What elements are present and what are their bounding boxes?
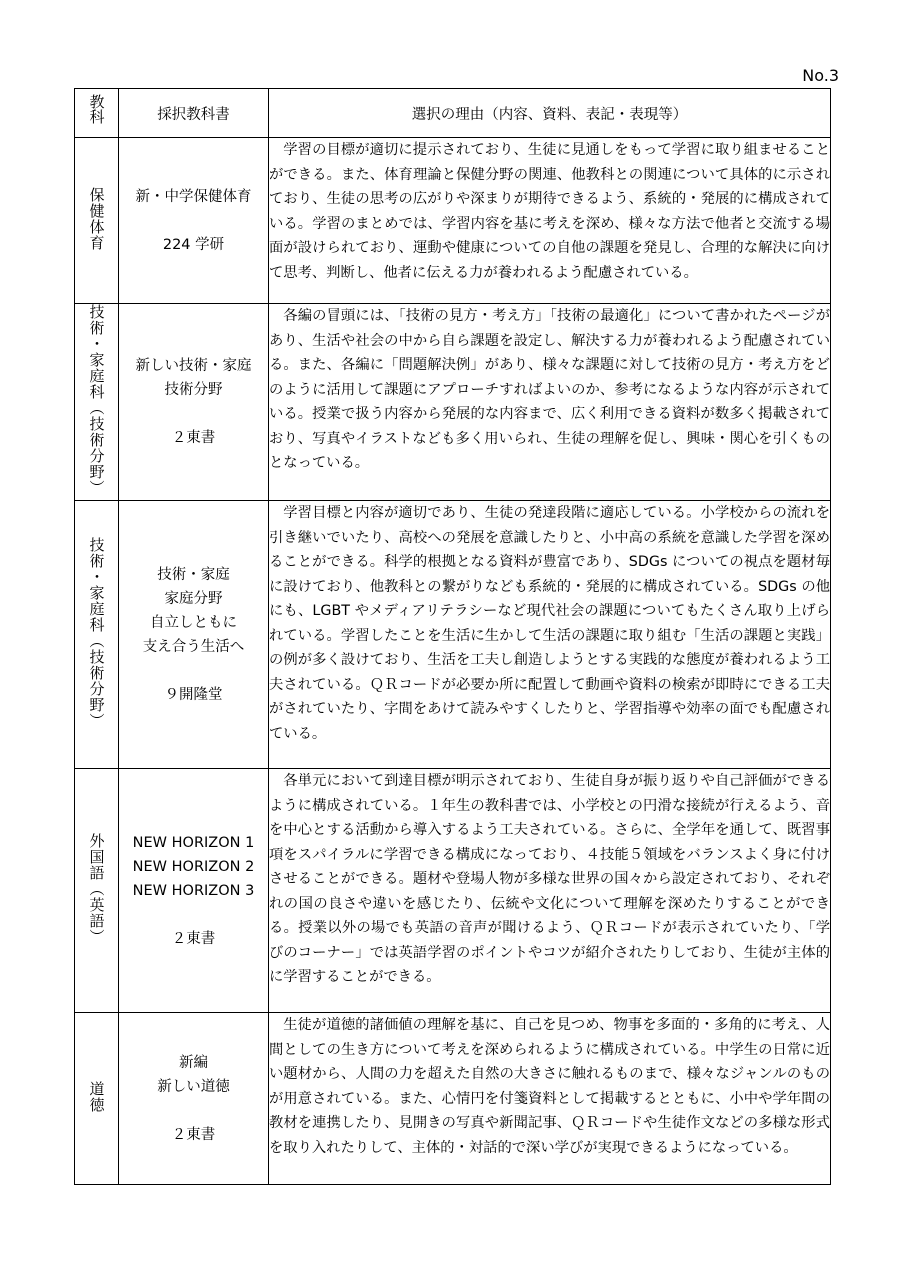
header-textbook: 採択教科書 [119, 89, 269, 138]
textbook-cell: NEW HORIZON 1 NEW HORIZON 2 NEW HORIZON 3 ２東書 [119, 769, 269, 1013]
table-row [75, 138, 831, 304]
subject-cell: 技術・家庭科（技術分野） [75, 304, 119, 501]
subject-cell: 保健体育 [75, 138, 119, 304]
table-row [75, 304, 831, 501]
reason-cell: 生徒が道徳的諸価値の理解を基に、自己を見つめ、物事を多面的・多角的に考え、人間としての生き方について考えを深められるように構成されている。中学生の日常に近い題材から、人間の力を超えた自然の大きさに触れるものまで、様々なジャンルのものが用意されている。また、心情円を付箋資料として掲載するとともに、小中や学年間の教材を連携したり、見開きの写真や新聞記事、ＱＲコードや生徒作文などの多様な形式を取り入れたりして、主体的・対話的で深い学びが実現できるようになっている。 [269, 1013, 831, 1185]
textbook-cell: 新しい技術・家庭 技術分野 ２東書 [119, 304, 269, 501]
reason-cell: 各編の冒頭には、「技術の見方・考え方」「技術の最適化」について書かれたページがあり、生活や社会の中から自ら課題を設定し、解決する力が養われるよう配慮されている。また、各編に「問題解決例」があり、様々な課題に対して技術の見方・考え方をどのように活用して課題にアプローチすればよいのか、参考になるような内容が示されている。授業で扱う内容から発展的な内容まで、広く利用できる資料が数多く掲載されており、写真やイラストなども多く用いられ、生徒の理解を促し、興味・関心を引くものとなっている。 [269, 304, 831, 501]
table-row [75, 769, 831, 1013]
subject-cell: 技術・家庭科（技術分野） [75, 501, 119, 769]
reason-cell: 各単元において到達目標が明示されており、生徒自身が振り返りや自己評価ができるように構成されている。１年生の教科書では、小学校との円滑な接続が行えるよう、音を中心とする活動から導入するよう工夫されている。さらに、全学年を通して、既習事項をスパイラルに学習できる構成になっており、４技能５領域をバランスよく身に付けさせることができる。題材や登場人物が多様な世界の国々から設定されており、それぞれの国の良さや違いを感じたり、伝統や文化について理解を深めたりすることができる。授業以外の場でも英語の音声が聞けるよう、ＱＲコードが表示されていたり、「学びのコーナー」では英語学習のポイントやコツが紹介されたりしており、生徒が主体的に学習することができる。 [269, 769, 831, 1013]
table-row [75, 501, 831, 769]
textbook-cell: 新編 新しい道徳 ２東書 [119, 1013, 269, 1185]
table-header-row [75, 89, 831, 138]
textbook-adoption-table [74, 88, 831, 1185]
reason-cell: 学習目標と内容が適切であり、生徒の発達段階に適応している。小学校からの流れを引き継いでいたり、高校への発展を意識したりと、小中高の系統を意識した学習を深めることができる。科学的根拠となる資料が豊富であり、SDGs についての視点を題材毎に設けており、他教科との繋がりなども系統的・発展的に構成されている。SDGs の他にも、LGBT やメディアリテラシーなど現代社会の課題についてもたくさん取り上げられている。学習したことを生活に生かして生活の課題に取り組む「生活の課題と実践」の例が多く設けており、生活を工夫し創造しようとする実践的な態度が養われるよう工夫されている。ＱＲコードが必要か所に配置して動画や資料の検索が即時にできる工夫がされていたり、字間をあけて読みやすくしたりと、学習指導や効率の面でも配慮されている。 [269, 501, 831, 769]
textbook-cell: 技術・家庭 家庭分野 自立しともに 支え合う生活へ ９開隆堂 [119, 501, 269, 769]
header-reason: 選択の理由（内容、資料、表記・表現等） [269, 89, 831, 138]
page-number: No.3 [802, 66, 839, 85]
header-subject: 教科 [75, 89, 119, 138]
subject-cell: 道徳 [75, 1013, 119, 1185]
textbook-cell: 新・中学保健体育 224 学研 [119, 138, 269, 304]
reason-cell: 学習の目標が適切に提示されており、生徒に見通しをもって学習に取り組ませることができる。また、体育理論と保健分野の関連、他教科との関連について具体的に示されており、生徒の思考の広がりや深まりが期待できるよう、系統的・発展的に構成されている。学習のまとめでは、学習内容を基に考えを深め、様々な方法で他者と交流する場面が設けられており、運動や健康についての自他の課題を発見し、合理的な解決に向けて思考、判断し、他者に伝える力が養われるよう配慮されている。 [269, 138, 831, 304]
table-row [75, 1013, 831, 1185]
subject-cell: 外国語（英語） [75, 769, 119, 1013]
